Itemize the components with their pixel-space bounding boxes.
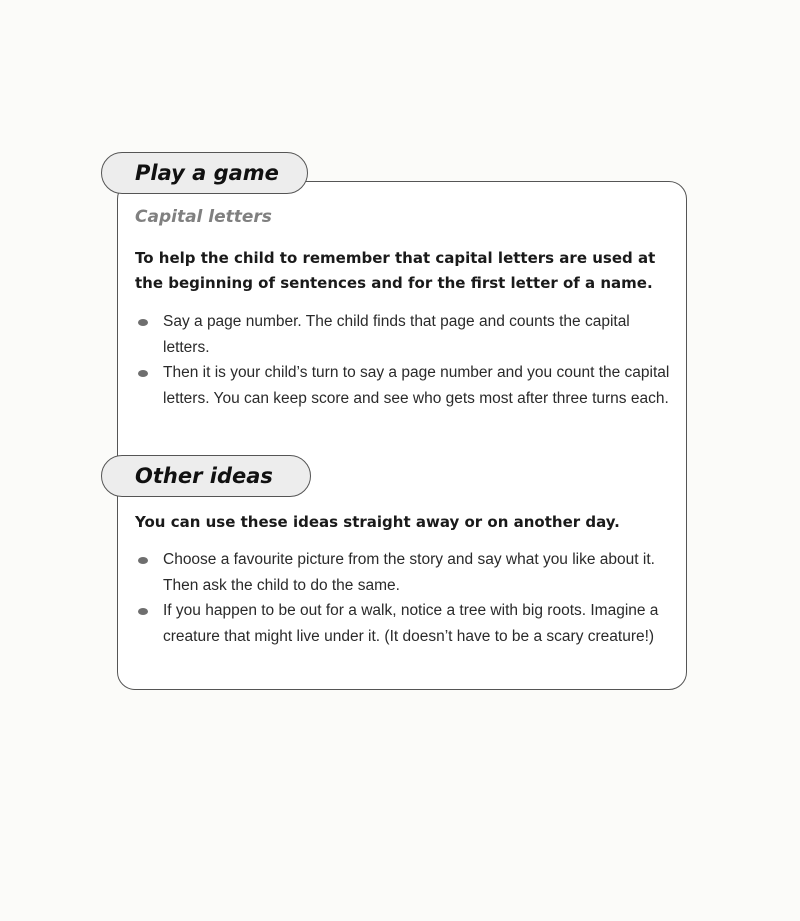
capital-letters-subheading: Capital letters xyxy=(135,207,272,227)
other-ideas-bullet-list xyxy=(135,547,675,649)
play-game-bullet-list xyxy=(135,309,675,411)
play-a-game-tab xyxy=(101,152,308,194)
bullet-dot-icon xyxy=(138,557,148,564)
bullet-dot-icon xyxy=(138,319,148,326)
play-a-game-heading: Play a game xyxy=(135,161,279,185)
list-item-text: Then it is your child’s turn to say a page number and you count the capital letters. You can keep score and see who gets most after three turns each. xyxy=(163,364,670,407)
play-game-lead-text: To help the child to remember that capital letters are used at the beginning of sentences and for the first letter of a name. xyxy=(135,249,656,292)
bullet-dot-icon xyxy=(138,370,148,377)
other-ideas-heading: Other ideas xyxy=(135,464,273,488)
list-item xyxy=(135,309,675,360)
list-item-text: If you happen to be out for a walk, notice a tree with big roots. Imagine a creature that might live under it. (It doesn’t have to be a scary creature!) xyxy=(163,602,659,645)
other-ideas-lead-text: You can use these ideas straight away or on another day. xyxy=(135,513,620,531)
list-item xyxy=(135,360,675,411)
bullet-dot-icon xyxy=(138,608,148,615)
list-item-text: Say a page number. The child finds that page and counts the capital letters. xyxy=(163,313,630,356)
list-item xyxy=(135,547,675,598)
list-item xyxy=(135,598,675,649)
list-item-text: Choose a favourite picture from the story and say what you like about it. Then ask the child to do the same. xyxy=(163,551,655,594)
other-ideas-tab xyxy=(101,455,311,497)
